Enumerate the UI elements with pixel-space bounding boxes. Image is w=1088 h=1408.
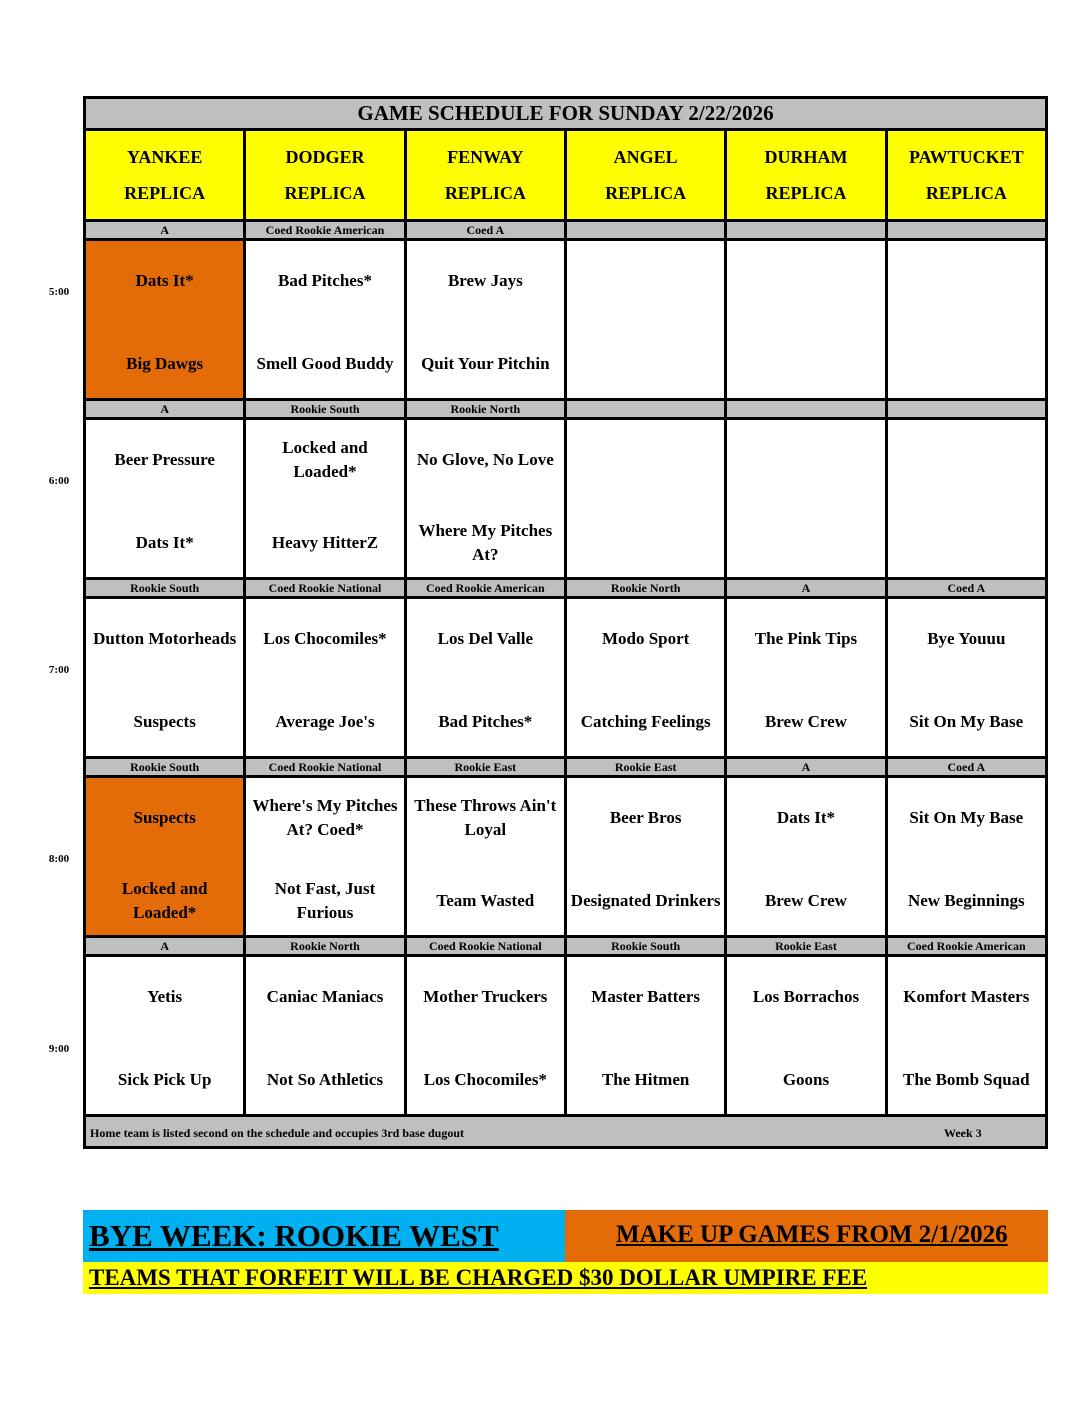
away-team: Master Batters (591, 987, 701, 1006)
game-cell (726, 419, 886, 579)
division-label: Coed Rookie National (245, 758, 405, 777)
division-label: A (85, 221, 245, 240)
game-cell (886, 777, 1046, 937)
division-label: Rookie North (565, 579, 725, 598)
division-label: Rookie South (565, 937, 725, 956)
home-team: Dats It* (135, 533, 194, 552)
field-name: PAWTUCKET (908, 147, 1024, 167)
home-team: Suspects (133, 712, 196, 731)
field-header (405, 130, 565, 221)
game-cell (886, 598, 1046, 758)
forfeit-text: TEAMS THAT FORFEIT WILL BE CHARGED $30 DOLLAR UMPIRE FEE (89, 1265, 868, 1290)
game-cell (405, 956, 565, 1116)
field-header (245, 130, 405, 221)
game-cell (726, 240, 886, 400)
field-subtitle: REPLICA (925, 183, 1007, 203)
game-cell (245, 777, 405, 937)
away-team (567, 432, 724, 488)
home-team: Average Joe's (275, 712, 375, 731)
field-subtitle: REPLICA (124, 183, 206, 203)
division-label: A (85, 400, 245, 419)
game-cell (886, 240, 1046, 400)
field-header (85, 130, 245, 221)
title-row (85, 98, 1047, 130)
game-cell (405, 777, 565, 937)
division-row (85, 221, 1047, 240)
game-cell (405, 419, 565, 579)
away-team: Where's My Pitches At? Coed* (252, 796, 398, 839)
away-team: Dutton Motorheads (93, 629, 237, 648)
game-cell (565, 956, 725, 1116)
away-team: These Throws Ain't Loyal (414, 796, 557, 839)
division-row (85, 579, 1047, 598)
away-team: Locked and Loaded* (282, 438, 368, 481)
time-label: 6:00 (48, 475, 70, 487)
division-label (886, 221, 1046, 240)
away-team: Bye Youuu (927, 629, 1006, 648)
home-team: Locked and Loaded* (121, 879, 208, 922)
division-label: Coed Rookie American (886, 937, 1046, 956)
game-cell (245, 240, 405, 400)
division-label (886, 400, 1046, 419)
forfeit-banner (83, 1262, 1048, 1294)
home-team: Brew Crew (764, 712, 847, 731)
field-subtitle: REPLICA (444, 183, 526, 203)
away-team: Los Del Valle (437, 629, 534, 648)
game-cell (726, 777, 886, 937)
division-label: Coed Rookie National (245, 579, 405, 598)
makeup-text: MAKE UP GAMES FROM 2/1/2026 (616, 1221, 1008, 1248)
home-team: Designated Drinkers (570, 891, 721, 910)
away-team: Mother Truckers (423, 987, 548, 1006)
away-team: The Pink Tips (754, 629, 858, 648)
division-label: Rookie East (405, 758, 565, 777)
field-header (726, 130, 886, 221)
game-row (85, 777, 1047, 937)
field-name: ANGEL (613, 147, 678, 167)
division-label (565, 221, 725, 240)
away-team: Modo Sport (601, 629, 690, 648)
away-team: Los Chocomiles* (263, 629, 387, 648)
home-team (727, 336, 884, 392)
division-label: Coed A (405, 221, 565, 240)
away-team: Beer Pressure (114, 450, 215, 469)
game-cell (726, 956, 886, 1116)
field-subtitle: REPLICA (284, 183, 366, 203)
away-team: Los Borrachos (752, 987, 860, 1006)
away-team (888, 253, 1045, 309)
away-team: Dats It* (776, 808, 836, 827)
division-label: Rookie East (565, 758, 725, 777)
home-team: Brew Crew (764, 891, 847, 910)
time-label: 5:00 (48, 286, 70, 298)
game-cell (565, 777, 725, 937)
away-team: Suspects (133, 808, 196, 827)
field-subtitle: REPLICA (605, 183, 687, 203)
division-label: Rookie East (726, 937, 886, 956)
division-row (85, 400, 1047, 419)
away-team (888, 432, 1045, 488)
field-header-row (85, 130, 1047, 221)
away-team: Yetis (147, 987, 183, 1006)
game-cell (85, 598, 245, 758)
game-cell (565, 419, 725, 579)
away-team: Brew Jays (447, 271, 523, 290)
division-row (85, 937, 1047, 956)
game-cell (405, 240, 565, 400)
away-team (727, 432, 884, 488)
division-label: Coed Rookie American (405, 579, 565, 598)
home-team (567, 336, 724, 392)
field-header (565, 130, 725, 221)
field-subtitle: REPLICA (765, 183, 847, 203)
away-team: Sit On My Base (909, 808, 1024, 827)
away-team (567, 253, 724, 309)
home-team: Sick Pick Up (117, 1070, 212, 1089)
home-team-note: Home team is listed second on the schedule and occupies 3rd base dugout (90, 1126, 465, 1140)
home-team: Not Fast, Just Furious (274, 879, 376, 922)
game-row (85, 240, 1047, 400)
away-team: Komfort Masters (903, 987, 1030, 1006)
field-name: DURHAM (764, 147, 848, 167)
division-label (726, 221, 886, 240)
game-row (85, 598, 1047, 758)
home-team: New Beginnings (907, 891, 1025, 910)
game-cell (85, 240, 245, 400)
away-team (727, 253, 884, 309)
division-label: A (85, 937, 245, 956)
game-cell (565, 598, 725, 758)
home-team: Smell Good Buddy (256, 354, 394, 373)
division-label: Rookie North (405, 400, 565, 419)
away-team: Bad Pitches* (278, 271, 372, 290)
home-team: Team Wasted (436, 891, 535, 910)
game-cell (886, 956, 1046, 1116)
week-label: Week 3 (944, 1126, 982, 1140)
game-cell (245, 419, 405, 579)
division-label: Coed Rookie National (405, 937, 565, 956)
home-team: Quit Your Pitchin (421, 354, 550, 373)
away-team: Caniac Maniacs (266, 987, 384, 1006)
away-team: Beer Bros (609, 808, 682, 827)
home-team: The Bomb Squad (903, 1070, 1030, 1089)
home-team (727, 515, 884, 571)
home-team (888, 336, 1045, 392)
away-team: Dats It* (135, 271, 194, 290)
division-label: Coed A (886, 758, 1046, 777)
game-cell (565, 240, 725, 400)
division-label: Rookie South (85, 579, 245, 598)
division-label: Rookie North (245, 937, 405, 956)
division-label: Rookie South (245, 400, 405, 419)
time-label: 7:00 (48, 664, 70, 676)
home-team: Where My Pitches At? (418, 521, 553, 564)
game-cell (85, 777, 245, 937)
away-team: No Glove, No Love (416, 450, 554, 469)
game-cell (85, 419, 245, 579)
game-cell (405, 598, 565, 758)
schedule-table (83, 96, 1048, 1149)
division-label: A (726, 758, 886, 777)
makeup-banner (565, 1210, 1048, 1262)
home-team: The Hitmen (601, 1070, 690, 1089)
home-team (888, 515, 1045, 571)
division-label: Rookie South (85, 758, 245, 777)
home-team: Los Chocomiles* (423, 1070, 547, 1089)
field-name: FENWAY (447, 147, 524, 167)
home-team: Not So Athletics (266, 1070, 384, 1089)
bye-week-banner (83, 1210, 565, 1262)
footer-note-cell (85, 1116, 1047, 1148)
time-label: 8:00 (48, 853, 70, 865)
game-cell (726, 598, 886, 758)
field-name: DODGER (285, 147, 365, 167)
schedule-title: GAME SCHEDULE FOR SUNDAY 2/22/2026 (85, 98, 1047, 130)
field-name: YANKEE (126, 147, 203, 167)
bye-week-text: BYE WEEK: ROOKIE WEST (89, 1218, 499, 1253)
time-label: 9:00 (48, 1043, 70, 1055)
home-team: Sit On My Base (909, 712, 1024, 731)
game-row (85, 419, 1047, 579)
home-team: Heavy HitterZ (271, 533, 379, 552)
division-label: Coed A (886, 579, 1046, 598)
game-cell (85, 956, 245, 1116)
division-label (726, 400, 886, 419)
field-header (886, 130, 1046, 221)
home-team: Bad Pitches* (438, 712, 533, 731)
division-row (85, 758, 1047, 777)
game-row (85, 956, 1047, 1116)
home-team: Big Dawgs (126, 354, 204, 373)
game-cell (245, 956, 405, 1116)
division-label (565, 400, 725, 419)
home-team (567, 515, 724, 571)
footer-row (85, 1116, 1047, 1148)
home-team: Goons (782, 1070, 830, 1089)
division-label: Coed Rookie American (245, 221, 405, 240)
game-cell (886, 419, 1046, 579)
game-cell (245, 598, 405, 758)
division-label: A (726, 579, 886, 598)
home-team: Catching Feelings (580, 712, 711, 731)
